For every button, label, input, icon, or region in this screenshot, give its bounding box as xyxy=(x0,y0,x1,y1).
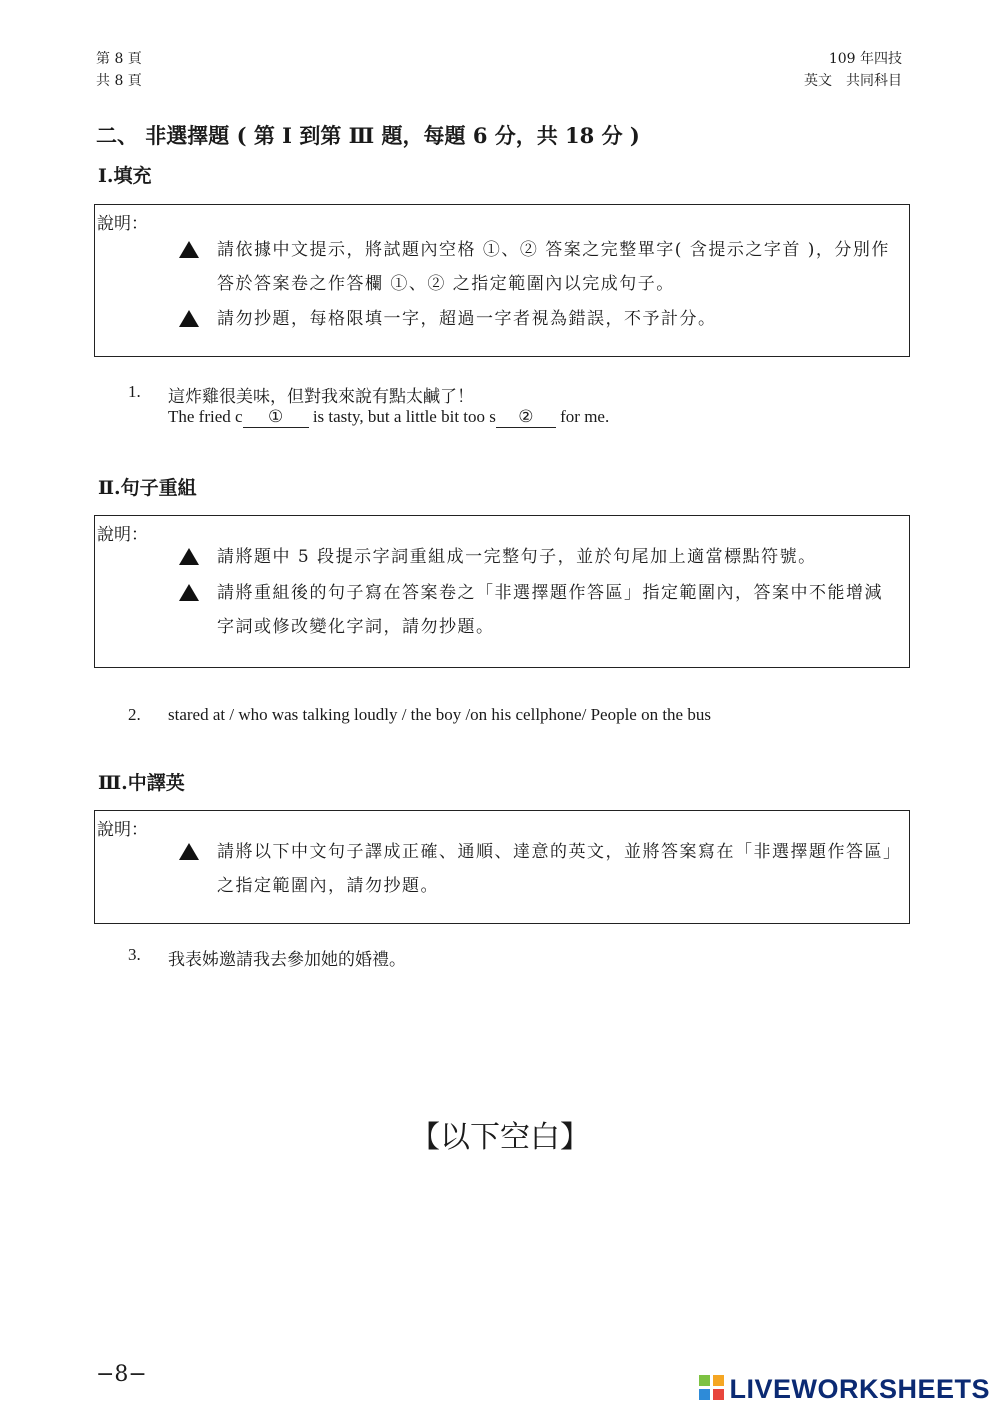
question-number: 3. xyxy=(128,945,141,964)
triangle-bullet-icon xyxy=(179,548,199,565)
instruction-text: 請依據中文提示，將試題內空格 ①、② 答案之完整單字( 含提示之字首 )，分別作答於答案卷之作答欄 ①、② 之指定範圍內以完成句子。 xyxy=(217,240,890,294)
part3-instructions-box xyxy=(94,810,910,924)
sentence-part: for me. xyxy=(560,407,610,426)
exam-info xyxy=(804,48,902,92)
question-english xyxy=(168,407,609,428)
instruction-bullet xyxy=(95,835,907,903)
instruction-bullet xyxy=(95,233,907,301)
instruction-bullet xyxy=(95,576,907,644)
part2-instructions-box xyxy=(94,515,910,668)
triangle-bullet-icon xyxy=(179,843,199,860)
liveworksheets-logo-icon xyxy=(699,1375,725,1401)
instructions-label: 說明： xyxy=(97,214,148,234)
instruction-text: 請勿抄題，每格限填一字，超過一字者視為錯誤，不予計分。 xyxy=(217,309,717,329)
part1-heading: Ⅰ.填充 xyxy=(98,165,152,187)
instructions-label: 說明： xyxy=(97,525,148,545)
exam-subject: 英文 共同科目 xyxy=(804,73,902,89)
instruction-text: 請將題中 5 段提示字詞重組成一完整句子，並於句尾加上適當標點符號。 xyxy=(217,547,817,567)
liveworksheets-brand-text: LIVEWORKSHEETS xyxy=(729,1374,990,1404)
sentence-part: The fried c xyxy=(168,407,243,426)
footer-page-number: −8− xyxy=(96,1362,147,1387)
instruction-text: 請將以下中文句子譯成正確、通順、達意的英文，並將答案寫在「非選擇題作答區」之指定範圍內，請勿抄題。 xyxy=(217,842,893,896)
question-text: 我表姊邀請我去參加她的婚禮。 xyxy=(168,950,406,969)
question-chinese: 這炸雞很美味，但對我來說有點太鹹了！ xyxy=(168,387,474,406)
sentence-part: is tasty, but a little bit too s xyxy=(312,407,496,426)
part1-instructions-box xyxy=(94,204,910,357)
blank-below-note: 【以下空白】 xyxy=(410,1120,590,1155)
part2-heading: Ⅱ.句子重組 xyxy=(98,477,197,499)
page-current: 第 8 頁 xyxy=(96,51,142,67)
page-total: 共 8 頁 xyxy=(96,73,142,89)
triangle-bullet-icon xyxy=(179,584,199,601)
blank-2[interactable]: ② xyxy=(496,407,556,428)
instruction-bullet xyxy=(95,302,907,336)
question-text: stared at / who was talking loudly / the boy /on his cellphone/ People on the bus xyxy=(168,705,711,724)
question-number: 1. xyxy=(128,382,141,401)
question-number: 2. xyxy=(128,705,141,724)
triangle-bullet-icon xyxy=(179,241,199,258)
liveworksheets-logo[interactable] xyxy=(699,1374,990,1405)
triangle-bullet-icon xyxy=(179,310,199,327)
blank-1[interactable]: ① xyxy=(243,407,309,428)
exam-year: 109 年四技 xyxy=(828,51,902,67)
instruction-bullet xyxy=(95,540,907,574)
page-indicator xyxy=(96,48,142,92)
instruction-text: 請將重組後的句子寫在答案卷之「非選擇題作答區」指定範圍內，答案中不能增減字詞或修改變化字詞，請勿抄題。 xyxy=(217,583,883,637)
instructions-label: 說明： xyxy=(97,820,148,840)
section-title: 二、 非選擇題 ( 第 I 到第 Ⅲ 題，每題 6 分，共 18 分 ) xyxy=(96,123,640,148)
part3-heading: Ⅲ.中譯英 xyxy=(98,772,185,794)
